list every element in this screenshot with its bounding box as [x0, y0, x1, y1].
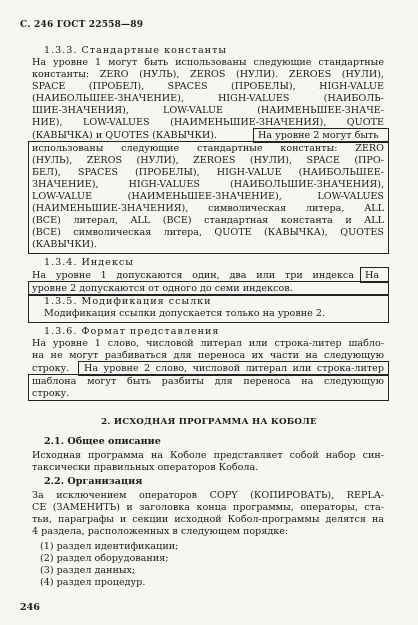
level2-line: LOW-VALUE (НАИМЕНЬШЕЕ-ЗНАЧЕНИЕ), LOW-VALUES — [32, 191, 384, 202]
list-item: (3) раздел данных; — [40, 565, 136, 576]
running-header: С. 246 ГОСТ 22558—89 — [20, 20, 144, 30]
text-line: На уровне 1 могут быть использованы следующие стандартные — [32, 57, 384, 68]
section-title-1-3-3: 1.3.3. Стандартные константы — [44, 45, 228, 56]
list-item: (2) раздел оборудования; — [40, 553, 169, 564]
list-item: (1) раздел идентификации; — [40, 541, 179, 552]
level2-line: (ВСЕ) символическая литера, QUOTE (КАВЫЧКА), QUOTES — [32, 227, 384, 238]
text-line: константы: ZERO (НУЛЬ), ZEROS (НУЛИ). ZEROES (НУЛИ), — [32, 69, 384, 80]
text-line: (НАИБОЛЬШЕЕ-ЗНАЧЕНИЕ), HIGH-VALUES (НАИБОЛЬ- — [32, 93, 384, 104]
level2-line: ЗНАЧЕНИЕ), HIGH-VALUES (НАИБОЛЬШИЕ-ЗНАЧЕНИЯ), — [32, 179, 384, 190]
level2-line: строку. — [32, 388, 70, 399]
level2-line: (ВСЕ) литерал, ALL (ВСЕ) стандартная константа и ALL — [32, 215, 384, 226]
text-line: На уровне 1 слово, числовой литерал или строка-литер шабло- — [32, 338, 384, 349]
level2-line: (НУЛЬ), ZEROS (НУЛИ), ZEROES (НУЛИ), SPACE (ПРО- — [32, 155, 384, 166]
section-title-1-3-5: 1.3.5. Модификация ссылки — [44, 296, 212, 307]
section-title-1-3-4: 1.3.4. Индексы — [44, 257, 134, 268]
level2-line: Модификация ссылки допускается только на уровне 2. — [44, 308, 325, 319]
section-title-2-1: 2.1. Общее описание — [44, 436, 161, 447]
text-line: ШИЕ-ЗНАЧЕНИЯ), LOW-VALUE (НАИМЕНЬШЕЕ-ЗНАЧЕ- — [32, 105, 384, 116]
level2-line: шаблона могут быть разбиты для переноса на следующую — [32, 376, 384, 387]
text-line: (КАВЫЧКА) и QUOTES (КАВЫЧКИ). — [32, 130, 218, 141]
level2-text-start: На уровне 2 слово, числовой литерал или строка-литер — [84, 363, 384, 374]
level2-line: уровне 2 допускаются от одного до семи индексов. — [32, 283, 293, 294]
text-line: Исходная программа на Коболе представляет собой набор син- — [32, 450, 384, 461]
text-line: CE (ЗАМЕНИТЬ) и заголовка конца программы, операторы, ста- — [32, 502, 384, 513]
level2-line: (КАВЫЧКИ). — [32, 239, 97, 250]
text-line: На уровне 1 допускаются один, два или три индекса — [32, 270, 354, 281]
text-line: таксически правильных операторов Кобола. — [32, 462, 259, 473]
text-line: НИЕ), LOW-VALUES (НАИМЕНЬШИЕ-ЗНАЧЕНИЯ), QUOTE — [32, 117, 384, 128]
text-line: За исключением операторов COPY (КОПИРОВАТЬ), REPLA- — [32, 490, 384, 501]
level2-line: БЕЛ), SPACES (ПРОБЕЛЫ), HIGH-VALUE (НАИБОЛЬШЕЕ- — [32, 167, 384, 178]
chapter-title: 2. ИСХОДНАЯ ПРОГРАММА НА КОБОЛЕ — [101, 417, 317, 427]
section-title-1-3-6: 1.3.6. Формат представления — [44, 326, 220, 337]
text-line: 4 раздела, расположенных в следующем порядке: — [32, 526, 289, 537]
text-line: SPACE (ПРОБЕЛ), SPACES (ПРОБЕЛЫ), HIGH-VALUE — [32, 81, 384, 92]
level2-line: использованы следующие стандартные константы: ZERO — [32, 143, 384, 154]
level2-line: (НАИМЕНЬШИЕ-ЗНАЧЕНИЯ), символическая литера, ALL — [32, 203, 384, 214]
text-line: строку. — [32, 363, 70, 374]
text-line: на не могут разбиваться для переноса их части на следующую — [32, 350, 384, 361]
level2-text-start: На — [365, 270, 380, 281]
page-number: 246 — [20, 602, 40, 613]
section-title-2-2: 2.2. Организация — [44, 476, 143, 487]
text-line: тьи, параграфы и секции исходной Кобол-программы делятся на — [32, 514, 384, 525]
list-item: (4) раздел процедур. — [40, 577, 146, 588]
level2-text-start: На уровне 2 могут быть — [258, 130, 379, 141]
